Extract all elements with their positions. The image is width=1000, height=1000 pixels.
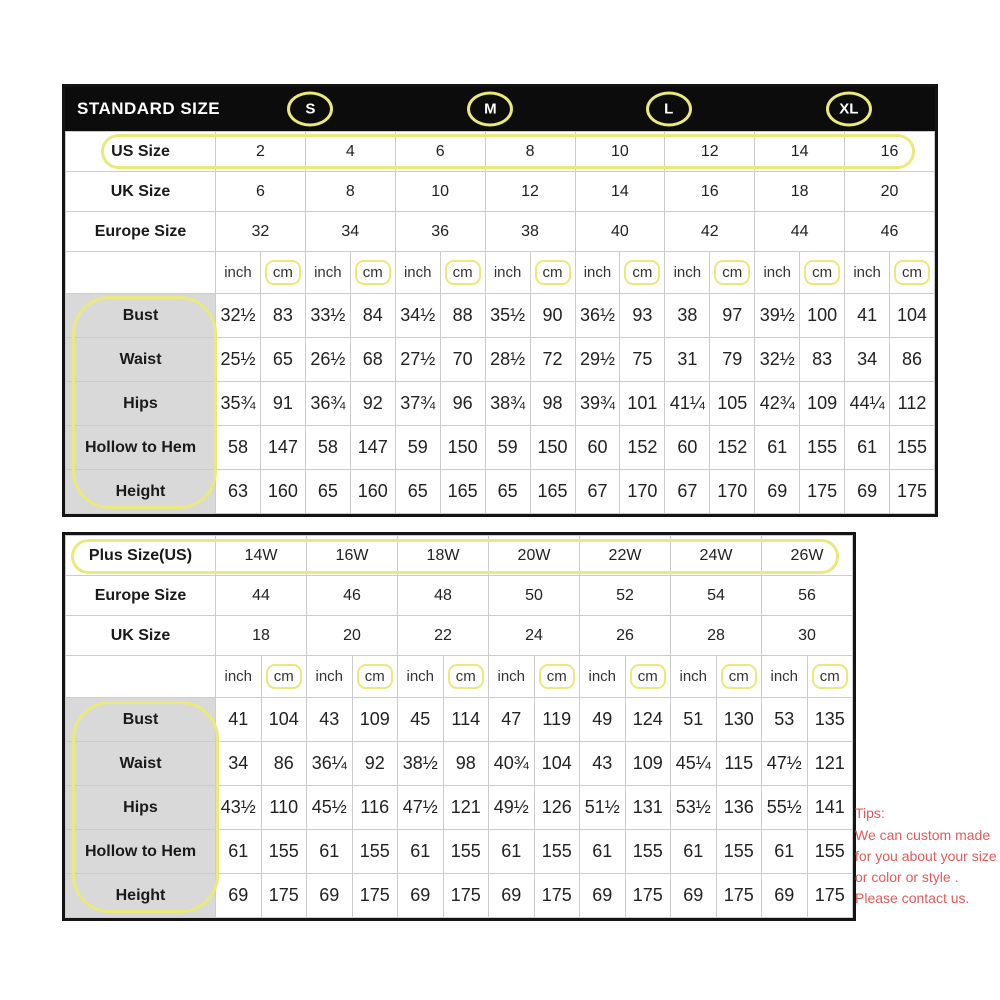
measure-value-cell: 101: [620, 382, 665, 426]
measure-value-cell: 155: [625, 830, 671, 874]
unit-cell-inch: inch: [845, 252, 890, 294]
measure-value-cell: 69: [398, 874, 444, 918]
measure-value-cell: 38: [665, 294, 710, 338]
measure-value-cell: 165: [530, 470, 575, 514]
cm-highlight-box: cm: [539, 664, 575, 689]
measure-value-cell: 170: [710, 470, 755, 514]
measure-value-cell: 98: [530, 382, 575, 426]
size-value-cell: 20W: [489, 536, 580, 576]
unit-cell-inch: inch: [216, 656, 262, 698]
measure-value-cell: 124: [625, 698, 671, 742]
size-row-europe-size: [66, 576, 853, 616]
measure-value-cell: 43½: [216, 786, 262, 830]
size-value-cell: 4: [305, 132, 395, 172]
measure-value-cell: 51: [671, 698, 717, 742]
measure-value-cell: 130: [716, 698, 762, 742]
tips-line: We can custom made: [855, 827, 991, 843]
measure-value-cell: 29½: [575, 338, 620, 382]
measure-value-cell: 40¾: [489, 742, 535, 786]
unit-cell-cm: [443, 656, 489, 698]
unit-cell-inch: inch: [307, 656, 353, 698]
measure-value-cell: 49: [580, 698, 626, 742]
row-label: Europe Size: [66, 576, 216, 616]
measure-value-cell: 34: [216, 742, 262, 786]
size-value-cell: 54: [671, 576, 762, 616]
measure-value-cell: 69: [762, 874, 808, 918]
measure-value-cell: 104: [534, 742, 580, 786]
measure-value-cell: 141: [807, 786, 853, 830]
size-value-cell: 16: [665, 172, 755, 212]
measure-value-cell: 69: [307, 874, 353, 918]
measure-value-cell: 150: [440, 426, 485, 470]
unit-cell-cm: [440, 252, 485, 294]
measure-value-cell: 55½: [762, 786, 808, 830]
size-value-cell: 14: [755, 132, 845, 172]
measure-value-cell: 90: [530, 294, 575, 338]
size-value-cell: 44: [216, 576, 307, 616]
size-value-cell: 48: [398, 576, 489, 616]
measure-row-hollow-to-hem: [66, 426, 935, 470]
size-row-europe-size: [66, 212, 935, 252]
unit-cell-inch: inch: [395, 252, 440, 294]
cm-highlight-box: cm: [266, 664, 302, 689]
measure-value-cell: 44¼: [845, 382, 890, 426]
unit-cell-cm: [807, 656, 853, 698]
measure-value-cell: 60: [665, 426, 710, 470]
measure-value-cell: 92: [350, 382, 395, 426]
size-row-uk-size: [66, 616, 853, 656]
size-value-cell: 30: [762, 616, 853, 656]
measure-value-cell: 37¾: [395, 382, 440, 426]
measure-row-hollow-to-hem: [66, 830, 853, 874]
size-row-uk-size: [66, 172, 935, 212]
cm-highlight-box: cm: [535, 260, 571, 285]
measure-value-cell: 58: [305, 426, 350, 470]
measure-row-waist: [66, 742, 853, 786]
measure-value-cell: 104: [261, 698, 307, 742]
size-value-cell: 8: [485, 132, 575, 172]
unit-cell-inch: inch: [485, 252, 530, 294]
measure-value-cell: 38½: [398, 742, 444, 786]
row-label: Bust: [66, 294, 216, 338]
size-value-cell: 2: [216, 132, 306, 172]
measure-value-cell: 136: [716, 786, 762, 830]
measure-value-cell: 147: [350, 426, 395, 470]
unit-cell-cm: [534, 656, 580, 698]
size-badge-s: S: [287, 92, 333, 127]
measure-value-cell: 69: [845, 470, 890, 514]
measure-value-cell: 61: [845, 426, 890, 470]
measure-value-cell: 69: [489, 874, 535, 918]
measure-value-cell: 39½: [755, 294, 800, 338]
cm-highlight-box: cm: [445, 260, 481, 285]
cm-highlight-box: cm: [721, 664, 757, 689]
measure-value-cell: 67: [665, 470, 710, 514]
measure-value-cell: 147: [260, 426, 305, 470]
measure-value-cell: 131: [625, 786, 671, 830]
plus-size-grid: [65, 535, 853, 918]
measure-value-cell: 38¾: [485, 382, 530, 426]
tips-lines: [855, 825, 1000, 909]
measure-row-bust: [66, 294, 935, 338]
measure-value-cell: 175: [261, 874, 307, 918]
size-value-cell: 52: [580, 576, 671, 616]
measure-value-cell: 31: [665, 338, 710, 382]
measure-value-cell: 41: [216, 698, 262, 742]
measure-row-hips: [66, 382, 935, 426]
measure-value-cell: 175: [352, 874, 398, 918]
measure-value-cell: 115: [716, 742, 762, 786]
size-value-cell: 12: [485, 172, 575, 212]
measure-value-cell: 67: [575, 470, 620, 514]
measure-value-cell: 165: [440, 470, 485, 514]
row-label: UK Size: [66, 172, 216, 212]
row-label: UK Size: [66, 616, 216, 656]
measure-value-cell: 86: [890, 338, 935, 382]
size-value-cell: 50: [489, 576, 580, 616]
size-value-cell: 14W: [216, 536, 307, 576]
measure-value-cell: 61: [671, 830, 717, 874]
measure-value-cell: 152: [620, 426, 665, 470]
unit-row-empty-cell: [66, 252, 216, 294]
measure-value-cell: 53: [762, 698, 808, 742]
unit-row: [66, 656, 853, 698]
measure-value-cell: 51½: [580, 786, 626, 830]
measure-value-cell: 69: [216, 874, 262, 918]
row-label: Hips: [66, 382, 216, 426]
unit-cell-inch: inch: [489, 656, 535, 698]
measure-value-cell: 175: [625, 874, 671, 918]
size-value-cell: 6: [395, 132, 485, 172]
size-value-cell: 26: [580, 616, 671, 656]
measure-value-cell: 61: [762, 830, 808, 874]
measure-value-cell: 28½: [485, 338, 530, 382]
size-value-cell: 18W: [398, 536, 489, 576]
measure-row-height: [66, 874, 853, 918]
measure-value-cell: 35½: [485, 294, 530, 338]
measure-value-cell: 42¾: [755, 382, 800, 426]
row-label: US Size: [66, 132, 216, 172]
unit-cell-cm: [352, 656, 398, 698]
size-value-cell: 20: [845, 172, 935, 212]
measure-row-hips: [66, 786, 853, 830]
size-value-cell: 16: [845, 132, 935, 172]
measure-value-cell: 155: [534, 830, 580, 874]
size-value-cell: 46: [845, 212, 935, 252]
measure-value-cell: 43: [580, 742, 626, 786]
size-value-cell: 36: [395, 212, 485, 252]
size-badge-m: M: [467, 92, 513, 127]
measure-value-cell: 175: [890, 470, 935, 514]
row-label: Waist: [66, 742, 216, 786]
measure-value-cell: 25½: [216, 338, 261, 382]
size-value-cell: 28: [671, 616, 762, 656]
unit-cell-inch: inch: [575, 252, 620, 294]
size-value-cell: 42: [665, 212, 755, 252]
measure-value-cell: 170: [620, 470, 665, 514]
size-value-cell: 16W: [307, 536, 398, 576]
measure-value-cell: 109: [352, 698, 398, 742]
measure-value-cell: 109: [800, 382, 845, 426]
measure-value-cell: 45½: [307, 786, 353, 830]
measure-value-cell: 84: [350, 294, 395, 338]
row-label: Hollow to Hem: [66, 830, 216, 874]
standard-size-table: [62, 84, 938, 517]
row-label: Hips: [66, 786, 216, 830]
size-value-cell: 24W: [671, 536, 762, 576]
row-label: Waist: [66, 338, 216, 382]
measure-value-cell: 150: [530, 426, 575, 470]
standard-size-grid: [65, 131, 935, 514]
size-value-cell: 20: [307, 616, 398, 656]
size-value-cell: 56: [762, 576, 853, 616]
measure-value-cell: 36¼: [307, 742, 353, 786]
measure-value-cell: 58: [216, 426, 261, 470]
measure-value-cell: 112: [890, 382, 935, 426]
size-value-cell: 8: [305, 172, 395, 212]
unit-row: [66, 252, 935, 294]
measure-value-cell: 152: [710, 426, 755, 470]
unit-cell-cm: [625, 656, 671, 698]
size-value-cell: 22: [398, 616, 489, 656]
size-value-cell: 6: [216, 172, 306, 212]
standard-size-header: [65, 87, 935, 131]
measure-value-cell: 155: [352, 830, 398, 874]
unit-cell-inch: inch: [755, 252, 800, 294]
size-value-cell: 12: [665, 132, 755, 172]
size-value-cell: 32: [216, 212, 306, 252]
size-value-cell: 14: [575, 172, 665, 212]
measure-value-cell: 61: [307, 830, 353, 874]
size-value-cell: 18: [216, 616, 307, 656]
measure-value-cell: 39¾: [575, 382, 620, 426]
plus-size-table: [62, 532, 856, 921]
measure-value-cell: 86: [261, 742, 307, 786]
size-value-cell: 22W: [580, 536, 671, 576]
measure-value-cell: 61: [580, 830, 626, 874]
unit-cell-inch: inch: [580, 656, 626, 698]
size-badge-xl: XL: [826, 92, 872, 127]
size-row-plus-size-us: [66, 536, 853, 576]
measure-row-height: [66, 470, 935, 514]
measure-value-cell: 119: [534, 698, 580, 742]
cm-highlight-box: cm: [357, 664, 393, 689]
row-label: Plus Size(US): [66, 536, 216, 576]
measure-value-cell: 59: [395, 426, 440, 470]
measure-value-cell: 175: [800, 470, 845, 514]
measure-value-cell: 135: [807, 698, 853, 742]
measure-value-cell: 53½: [671, 786, 717, 830]
measure-value-cell: 155: [800, 426, 845, 470]
measure-value-cell: 175: [807, 874, 853, 918]
cm-highlight-box: cm: [804, 260, 840, 285]
measure-value-cell: 60: [575, 426, 620, 470]
measure-value-cell: 65: [395, 470, 440, 514]
unit-cell-inch: inch: [665, 252, 710, 294]
unit-cell-inch: inch: [305, 252, 350, 294]
measure-value-cell: 105: [710, 382, 755, 426]
size-value-cell: 34: [305, 212, 395, 252]
measure-value-cell: 61: [216, 830, 262, 874]
size-badge-l: L: [646, 92, 692, 127]
unit-cell-cm: [890, 252, 935, 294]
unit-cell-cm: [620, 252, 665, 294]
cm-highlight-box: cm: [714, 260, 750, 285]
measure-value-cell: 97: [710, 294, 755, 338]
measure-value-cell: 83: [800, 338, 845, 382]
size-value-cell: 10: [395, 172, 485, 212]
measure-row-waist: [66, 338, 935, 382]
size-value-cell: 10: [575, 132, 665, 172]
measure-value-cell: 155: [443, 830, 489, 874]
measure-value-cell: 61: [398, 830, 444, 874]
cm-highlight-box: cm: [894, 260, 930, 285]
measure-value-cell: 83: [260, 294, 305, 338]
measure-value-cell: 26½: [305, 338, 350, 382]
measure-value-cell: 47½: [398, 786, 444, 830]
measure-value-cell: 109: [625, 742, 671, 786]
measure-value-cell: 63: [216, 470, 261, 514]
unit-cell-cm: [530, 252, 575, 294]
measure-value-cell: 41¼: [665, 382, 710, 426]
measure-value-cell: 100: [800, 294, 845, 338]
measure-value-cell: 72: [530, 338, 575, 382]
tips-line: for you about your size: [855, 848, 997, 864]
measure-value-cell: 88: [440, 294, 485, 338]
cm-highlight-box: cm: [812, 664, 848, 689]
measure-value-cell: 175: [534, 874, 580, 918]
size-value-cell: 46: [307, 576, 398, 616]
size-value-cell: 38: [485, 212, 575, 252]
measure-value-cell: 47½: [762, 742, 808, 786]
measure-value-cell: 96: [440, 382, 485, 426]
measure-value-cell: 175: [443, 874, 489, 918]
measure-value-cell: 155: [807, 830, 853, 874]
measure-value-cell: 49½: [489, 786, 535, 830]
size-value-cell: 26W: [762, 536, 853, 576]
measure-value-cell: 34½: [395, 294, 440, 338]
measure-value-cell: 70: [440, 338, 485, 382]
custom-tips-note: [855, 803, 1000, 909]
measure-value-cell: 116: [352, 786, 398, 830]
cm-highlight-box: cm: [624, 260, 660, 285]
measure-value-cell: 32½: [216, 294, 261, 338]
measure-value-cell: 75: [620, 338, 665, 382]
tips-line: or color or style .: [855, 869, 959, 885]
row-label: Height: [66, 874, 216, 918]
measure-value-cell: 65: [260, 338, 305, 382]
measure-value-cell: 45¼: [671, 742, 717, 786]
measure-value-cell: 104: [890, 294, 935, 338]
cm-highlight-box: cm: [355, 260, 391, 285]
measure-value-cell: 155: [890, 426, 935, 470]
size-value-cell: 18: [755, 172, 845, 212]
measure-value-cell: 34: [845, 338, 890, 382]
measure-value-cell: 65: [305, 470, 350, 514]
unit-cell-cm: [350, 252, 395, 294]
size-value-cell: 24: [489, 616, 580, 656]
measure-value-cell: 98: [443, 742, 489, 786]
row-label: Europe Size: [66, 212, 216, 252]
measure-value-cell: 43: [307, 698, 353, 742]
measure-row-bust: [66, 698, 853, 742]
measure-value-cell: 69: [755, 470, 800, 514]
measure-value-cell: 36½: [575, 294, 620, 338]
cm-highlight-box: cm: [448, 664, 484, 689]
row-label: Hollow to Hem: [66, 426, 216, 470]
measure-value-cell: 155: [716, 830, 762, 874]
measure-value-cell: 160: [260, 470, 305, 514]
measure-value-cell: 59: [485, 426, 530, 470]
tips-title: Tips:: [855, 805, 885, 821]
measure-value-cell: 114: [443, 698, 489, 742]
measure-value-cell: 121: [807, 742, 853, 786]
unit-cell-inch: inch: [671, 656, 717, 698]
measure-value-cell: 126: [534, 786, 580, 830]
measure-value-cell: 93: [620, 294, 665, 338]
unit-cell-inch: inch: [762, 656, 808, 698]
measure-value-cell: 92: [352, 742, 398, 786]
unit-cell-cm: [260, 252, 305, 294]
unit-cell-inch: inch: [216, 252, 261, 294]
measure-value-cell: 32½: [755, 338, 800, 382]
measure-value-cell: 91: [260, 382, 305, 426]
measure-value-cell: 175: [716, 874, 762, 918]
unit-row-empty-cell: [66, 656, 216, 698]
size-value-cell: 44: [755, 212, 845, 252]
size-value-cell: 40: [575, 212, 665, 252]
measure-value-cell: 41: [845, 294, 890, 338]
cm-highlight-box: cm: [265, 260, 301, 285]
tips-line: Please contact us.: [855, 890, 970, 906]
measure-value-cell: 33½: [305, 294, 350, 338]
unit-cell-cm: [261, 656, 307, 698]
measure-value-cell: 27½: [395, 338, 440, 382]
standard-size-title: STANDARD SIZE: [77, 99, 221, 118]
measure-value-cell: 68: [350, 338, 395, 382]
measure-value-cell: 36¾: [305, 382, 350, 426]
measure-value-cell: 69: [580, 874, 626, 918]
row-label: Height: [66, 470, 216, 514]
measure-value-cell: 110: [261, 786, 307, 830]
measure-value-cell: 79: [710, 338, 755, 382]
unit-cell-cm: [800, 252, 845, 294]
measure-value-cell: 121: [443, 786, 489, 830]
measure-value-cell: 47: [489, 698, 535, 742]
measure-value-cell: 45: [398, 698, 444, 742]
measure-value-cell: 61: [489, 830, 535, 874]
unit-cell-inch: inch: [398, 656, 444, 698]
size-row-us-size: [66, 132, 935, 172]
measure-value-cell: 160: [350, 470, 395, 514]
measure-value-cell: 65: [485, 470, 530, 514]
cm-highlight-box: cm: [630, 664, 666, 689]
measure-value-cell: 61: [755, 426, 800, 470]
row-label: Bust: [66, 698, 216, 742]
measure-value-cell: 35¾: [216, 382, 261, 426]
unit-cell-cm: [710, 252, 755, 294]
unit-cell-cm: [716, 656, 762, 698]
measure-value-cell: 69: [671, 874, 717, 918]
measure-value-cell: 155: [261, 830, 307, 874]
